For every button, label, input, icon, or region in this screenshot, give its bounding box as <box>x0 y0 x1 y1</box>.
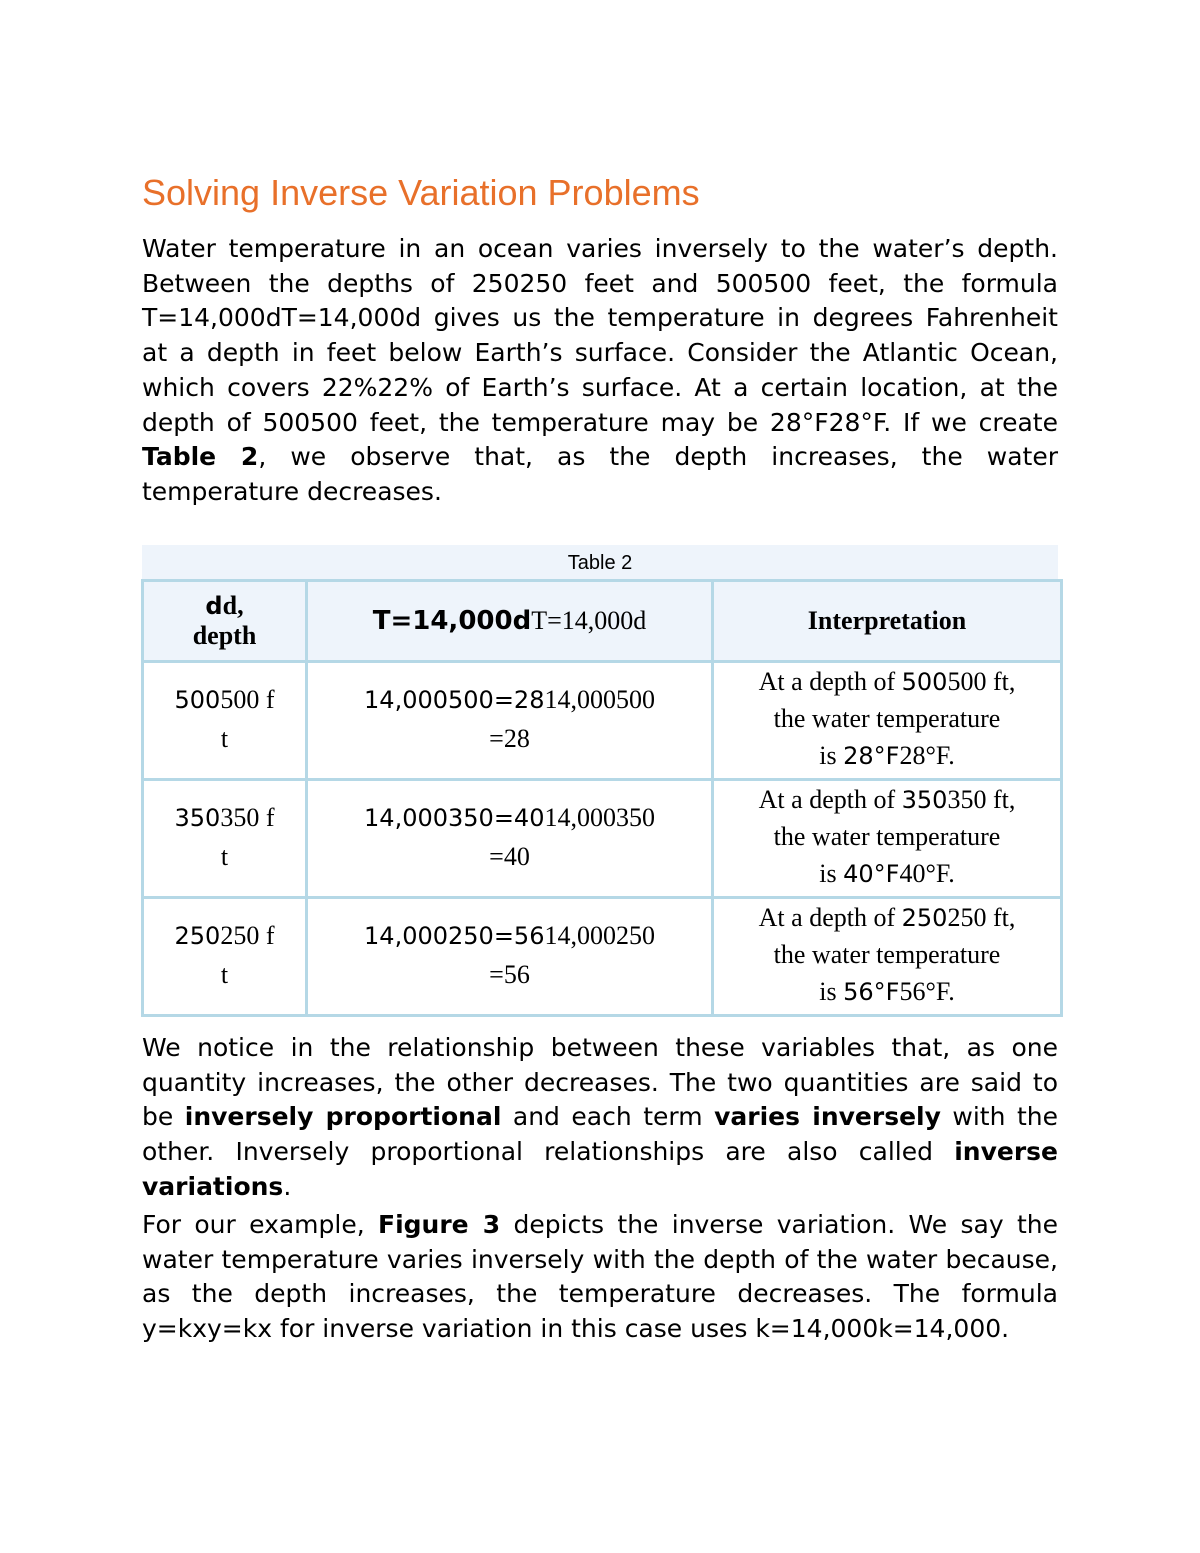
calc-serif: 14,000500 <box>544 684 655 714</box>
relationship-text-4: . <box>283 1171 292 1201</box>
header-formula-math: T=14,000d <box>372 606 532 636</box>
header-depth-serif: d, <box>222 591 244 620</box>
depth-serif: 350 f <box>220 802 275 832</box>
table-row <box>143 780 1062 898</box>
depth-serif: 500 f <box>220 684 275 714</box>
interp-depth-math: 250 <box>901 904 948 932</box>
interp-depth-serif: 500 ft, <box>947 667 1016 696</box>
interp-temp-math: 56°F <box>843 978 900 1006</box>
table-row <box>143 898 1062 1016</box>
header-depth <box>143 581 307 662</box>
interp-line2: the water temperature <box>773 940 1001 969</box>
intro-text-1: Water temperature in an ocean varies inversely to the water’s depth. Between the depths of 250250 feet and 500500 feet, the formula T=14,000dT=14,000d gives us the temperature in degrees Fahrenheit at a depth in feet below Earth’s surface. Consider the Atlantic Ocean, which covers 22%22% of Earth’s surface. At a certain location, at the depth of 500500 feet, the temperature may be 28°F28°F. If we create <box>142 234 1058 437</box>
depth-math: 250 <box>174 921 221 950</box>
relationship-text-1: We notice in the relationship between these variables that, as one quantity increases, the other decreases. The two quantities are said to be <box>142 1033 1058 1132</box>
header-formula <box>307 581 713 662</box>
intro-text-2: , we observe that, as the depth increases, the water temperature decreases. <box>142 442 1058 506</box>
table-row <box>143 662 1062 780</box>
interp-prefix: At a depth of <box>758 903 902 932</box>
depth-temperature-table <box>141 579 1063 1017</box>
interp-temp-serif: 28°F. <box>899 741 955 770</box>
cell-calculation <box>307 780 713 898</box>
calc-math: 14,000350=40 <box>364 803 545 832</box>
depth-math: 350 <box>174 803 221 832</box>
interp-depth-math: 350 <box>901 786 948 814</box>
cell-depth <box>143 780 307 898</box>
interp-depth-serif: 250 ft, <box>947 903 1016 932</box>
relationship-text-3: with the other. Inversely proportional relationships are also called <box>142 1102 1058 1167</box>
interp-line2: the water temperature <box>773 704 1001 733</box>
calc-math: 14,000250=56 <box>364 921 545 950</box>
example-text-2: depicts the inverse variation. We say the water temperature varies inversely with the depth of the water because, as the depth increases, the temperature decreases. The formula y=kxy=kx for inverse variation in this case uses k=14,000k=14,000. <box>142 1210 1058 1344</box>
interp-is: is <box>819 859 844 888</box>
header-formula-serif: T=14,000d <box>531 606 647 635</box>
section-title: Solving Inverse Variation Problems <box>142 172 700 213</box>
calc-serif: 14,000350 <box>544 802 655 832</box>
cell-interpretation <box>713 898 1062 1016</box>
cell-depth <box>143 898 307 1016</box>
interp-temp-math: 40°F <box>843 860 900 888</box>
header-interpretation-label: Interpretation <box>807 606 967 635</box>
depth-unit: t <box>220 959 229 989</box>
interp-temp-serif: 56°F. <box>899 977 955 1006</box>
term-varies-inversely: varies inversely <box>714 1102 941 1132</box>
calc-result: =56 <box>489 959 530 989</box>
header-interpretation <box>713 581 1062 662</box>
table-caption: Table 2 <box>142 545 1058 579</box>
interp-prefix: At a depth of <box>758 785 902 814</box>
header-depth-math: d <box>205 592 223 620</box>
relationship-text-2: and each term <box>501 1102 715 1132</box>
term-inverse-variations: inverse variations <box>142 1137 1058 1201</box>
table-2-reference: Table 2 <box>142 442 259 472</box>
cell-interpretation <box>713 662 1062 780</box>
cell-calculation <box>307 898 713 1016</box>
depth-unit: t <box>220 841 229 871</box>
depth-math: 500 <box>174 685 221 714</box>
figure-3-reference: Figure 3 <box>378 1210 501 1239</box>
example-paragraph <box>142 1208 1058 1347</box>
cell-interpretation <box>713 780 1062 898</box>
interp-temp-serif: 40°F. <box>899 859 955 888</box>
depth-serif: 250 f <box>220 920 275 950</box>
interp-is: is <box>819 741 844 770</box>
calc-result: =28 <box>489 723 530 753</box>
calc-math: 14,000500=28 <box>364 685 545 714</box>
interp-is: is <box>819 977 844 1006</box>
cell-depth <box>143 662 307 780</box>
calc-serif: 14,000250 <box>544 920 655 950</box>
interp-line2: the water temperature <box>773 822 1001 851</box>
intro-paragraph <box>142 232 1058 510</box>
calc-result: =40 <box>489 841 530 871</box>
cell-calculation <box>307 662 713 780</box>
relationship-paragraph <box>142 1031 1058 1205</box>
term-inversely-proportional: inversely proportional <box>184 1102 502 1132</box>
header-depth-label: depth <box>192 621 257 650</box>
interp-temp-math: 28°F <box>843 742 900 770</box>
interp-depth-math: 500 <box>901 668 948 696</box>
example-text-1: For our example, <box>142 1210 379 1239</box>
interp-depth-serif: 350 ft, <box>947 785 1016 814</box>
interp-prefix: At a depth of <box>758 667 902 696</box>
table-header-row <box>143 581 1062 662</box>
depth-unit: t <box>220 723 229 753</box>
